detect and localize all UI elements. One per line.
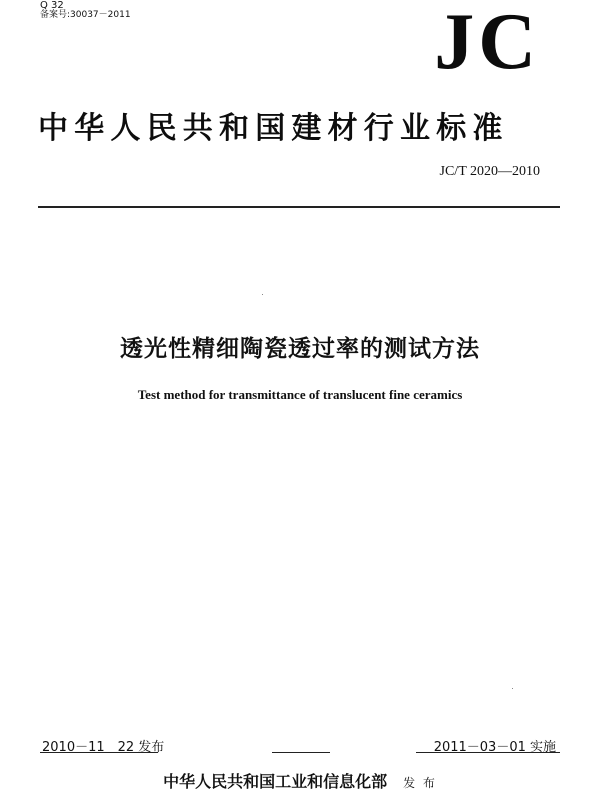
date-underline xyxy=(272,752,330,753)
implementation-date: 2011－03－01 实施 xyxy=(433,740,556,755)
publisher-line xyxy=(0,769,600,792)
jc-logo: JC xyxy=(434,0,540,86)
standard-code: JC/T 2020—2010 xyxy=(439,164,540,179)
title-english: Test method for transmittance of translucent fine ceramics xyxy=(137,387,463,402)
scan-speck xyxy=(512,688,513,689)
date-underline xyxy=(40,752,158,753)
ics-code: Q 32 xyxy=(40,0,64,11)
issue-date: 2010－11 22 发布 xyxy=(42,740,165,755)
title-chinese: 透光性精细陶瓷透过率的测试方法 xyxy=(120,336,480,362)
record-number: 备案号:30037－2011 xyxy=(40,10,131,20)
header-divider xyxy=(38,206,560,208)
publish-label: 发 布 xyxy=(403,776,437,790)
publisher-name: 中华人民共和国工业和信息化部 xyxy=(163,772,388,791)
scan-speck xyxy=(262,294,263,295)
standard-category: 中华人民共和国建材行业标准 xyxy=(38,111,509,146)
date-underline xyxy=(416,752,560,753)
